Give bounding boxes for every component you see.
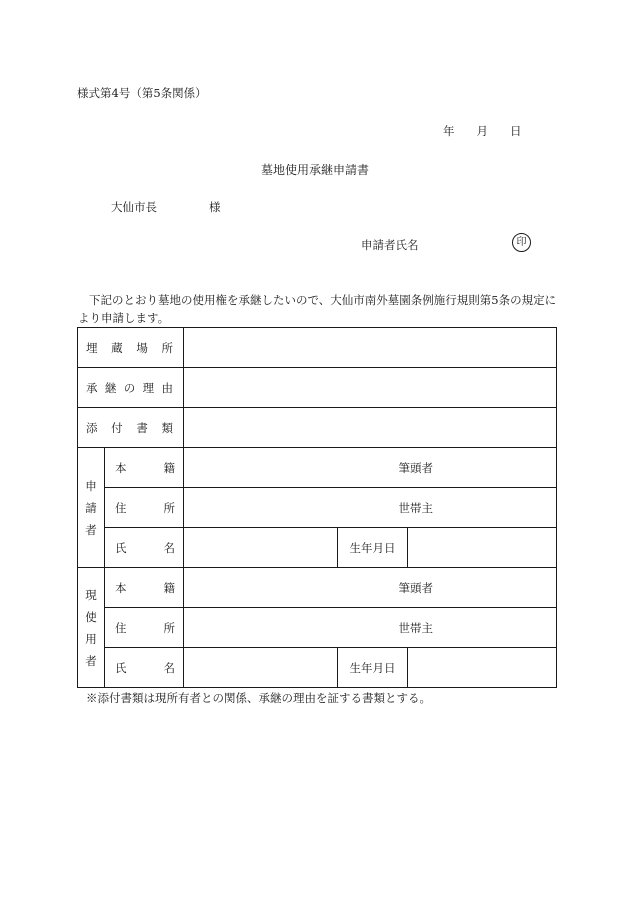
current-user-birth-date-field[interactable] [408,648,557,688]
applicant-char: 申 [85,478,97,493]
attachments-field[interactable] [184,408,557,448]
table-row [78,488,557,528]
applicant-birth-date-field[interactable] [408,528,557,568]
current-user-birth-date-label: 生年月日 [338,648,408,688]
current-user-name-field[interactable] [184,648,338,688]
date-day: 日 [510,124,522,138]
form-number: 様式第4号（第5条関係） [77,86,207,100]
current-user-address-field[interactable] [184,608,557,648]
table-row [78,568,557,608]
burial-place-label: 埋蔵場所 [78,328,184,368]
footnote: ※添付書類は現所有者との関係、承継の理由を証する書類とする。 [86,691,431,705]
applicant-domicile-field[interactable] [184,448,557,488]
seal-mark: 印 [512,233,531,252]
applicant-name-row-label: 氏 名 [105,528,184,568]
attachments-label: 添付書類 [78,408,184,448]
addressee-name: 大仙市長 [111,200,157,214]
current-user-char: 用 [85,631,97,646]
applicant-birth-date-label: 生年月日 [338,528,408,568]
page-title: 墓地使用承継申請書 [260,163,369,177]
current-user-char: 現 [85,587,97,602]
table-row [78,528,557,568]
head-of-register-label: 筆頭者 [398,460,434,475]
table-row [78,448,557,488]
date-line [443,123,522,139]
current-user-address-label: 住 所 [105,608,184,648]
applicant-name-label: 申請者氏名 [361,238,419,252]
applicant-address-label: 住 所 [105,488,184,528]
current-user-char: 者 [85,653,97,668]
current-user-domicile-field[interactable] [184,568,557,608]
current-user-name-label: 氏 名 [105,648,184,688]
application-table [77,327,557,688]
addressee-honorific: 様 [209,200,221,214]
applicant-group-label [78,448,105,568]
table-row [78,368,557,408]
current-user-char: 使 [85,609,97,624]
date-year: 年 [443,124,455,138]
applicant-domicile-label: 本 籍 [105,448,184,488]
current-user-group-label [78,568,105,688]
date-month: 月 [476,124,488,138]
table-row [78,408,557,448]
applicant-address-field[interactable] [184,488,557,528]
head-of-household-label: 世帯主 [398,620,434,635]
head-of-household-label: 世帯主 [398,500,434,515]
succession-reason-label: 承継の理由 [78,368,184,408]
applicant-name-field[interactable] [184,528,338,568]
burial-place-field[interactable] [184,328,557,368]
head-of-register-label: 筆頭者 [398,580,434,595]
table-row [78,328,557,368]
body-text: 下記のとおり墓地の使用権を承継したいので、大仙市南外墓園条例施行規則第5条の規定により申請します。 [78,293,557,325]
applicant-char: 請 [85,500,97,515]
table-row [78,608,557,648]
addressee [111,199,221,215]
succession-reason-field[interactable] [184,368,557,408]
applicant-char: 者 [85,522,97,537]
current-user-domicile-label: 本 籍 [105,568,184,608]
table-row [78,648,557,688]
